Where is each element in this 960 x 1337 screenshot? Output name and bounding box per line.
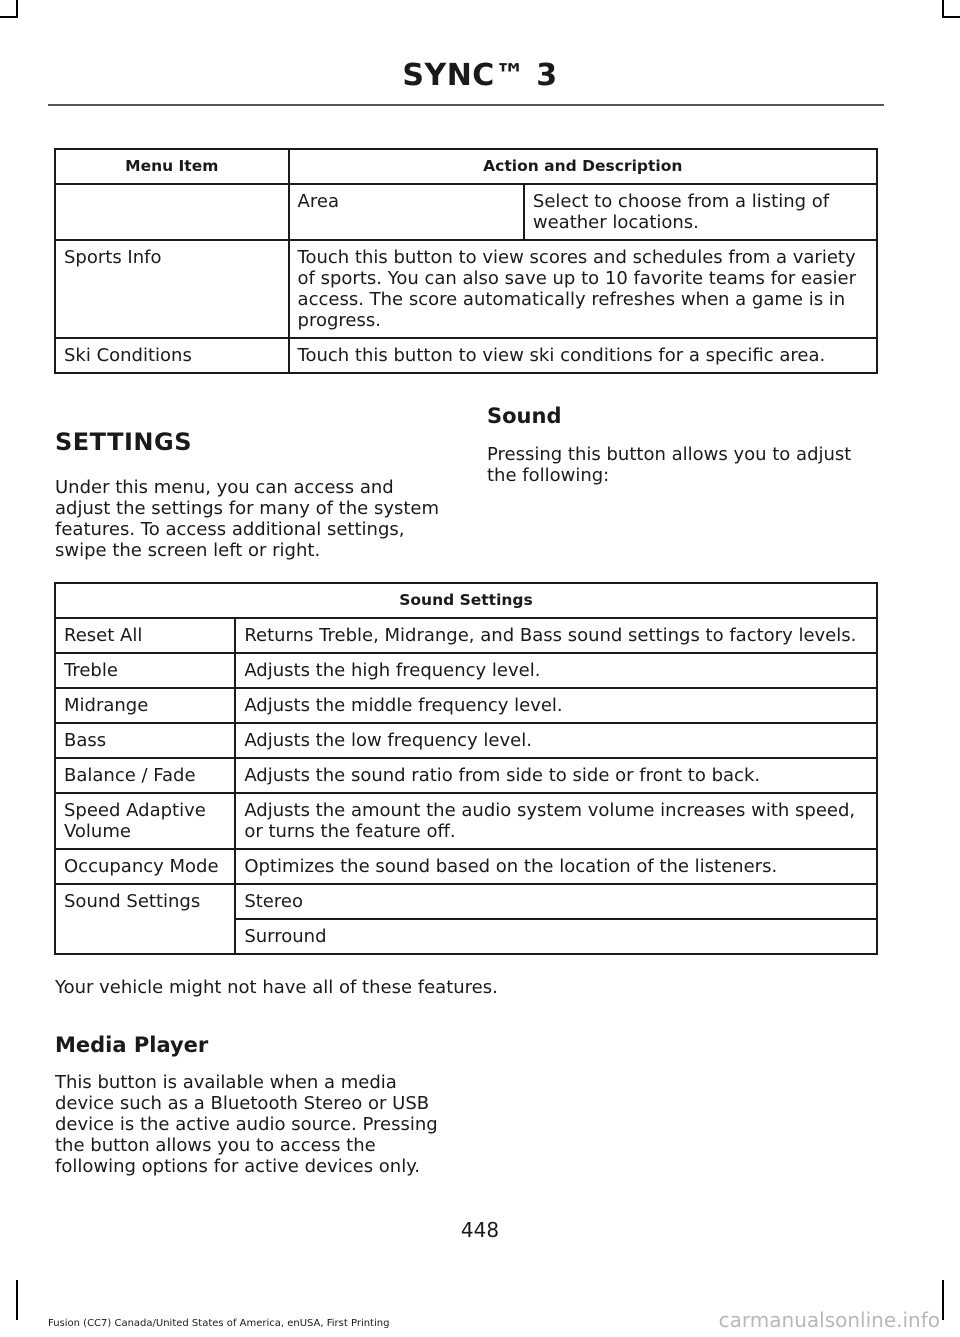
sound-text: Pressing this button allows you to adjust the following: [487,444,852,486]
setting-name-cell: Speed Adaptive Volume [55,793,235,849]
crop-mark [942,1280,944,1320]
menu-item-cell: Sports Info [55,240,289,338]
crop-mark [16,1280,18,1320]
table-row [55,793,877,849]
setting-name-cell: Treble [55,653,235,688]
setting-description-cell: Adjusts the sound ratio from side to side or front to back. [235,758,877,793]
table-row [55,338,877,373]
sound-settings-table [54,582,878,955]
column-header-menu-item: Menu Item [55,149,289,184]
setting-name-cell: Occupancy Mode [55,849,235,884]
table-header-row [55,149,877,184]
description-cell: Select to choose from a listing of weather locations. [524,184,877,240]
description-cell: Touch this button to view scores and schedules from a variety of sports. You can also save up to 10 favorite teams for easier access. The score automatically refreshes when a game is in progress. [289,240,877,338]
settings-text: Under this menu, you can access and adjust the settings for many of the system features. To access additional settings, swipe the screen left or right. [55,477,440,561]
setting-description-cell: Adjusts the middle frequency level. [235,688,877,723]
table-row [55,723,877,758]
menu-item-cell: Ski Conditions [55,338,289,373]
page-number: 448 [460,1218,500,1242]
setting-name-cell: Sound Settings [55,884,235,954]
crop-mark [0,16,18,18]
table-row [55,884,877,919]
settings-heading: SETTINGS [55,428,192,456]
menu-item-cell [55,184,289,240]
sound-heading: Sound [487,404,562,428]
setting-description-cell: Adjusts the amount the audio system volume increases with speed, or turns the feature off. [235,793,877,849]
setting-description-cell: Stereo [235,884,877,919]
availability-note: Your vehicle might not have all of these features. [55,977,498,998]
table-row [55,849,877,884]
setting-description-cell: Adjusts the low frequency level. [235,723,877,758]
column-header-action: Action and Description [289,149,877,184]
table-row [55,653,877,688]
setting-description-cell: Returns Treble, Midrange, and Bass sound settings to factory levels. [235,618,877,653]
media-player-text: This button is available when a media device such as a Bluetooth Stereo or USB device is the active audio source. Pressing the button allows you to access the following options for active devices only. [55,1072,438,1177]
description-cell: Touch this button to view ski conditions for a specific area. [289,338,877,373]
menu-item-table [54,148,878,374]
table-row [55,618,877,653]
setting-description-cell: Surround [235,919,877,954]
setting-name-cell: Bass [55,723,235,758]
table-header-row [55,583,877,618]
setting-name-cell: Midrange [55,688,235,723]
table-row [55,184,877,240]
crop-mark [942,16,960,18]
setting-description-cell: Adjusts the high frequency level. [235,653,877,688]
sub-item-cell: Area [289,184,524,240]
setting-name-cell: Reset All [55,618,235,653]
table-row [55,758,877,793]
sound-table-title: Sound Settings [55,583,877,618]
header-divider [48,104,884,106]
watermark: carmanualsonline.info [718,1308,940,1332]
setting-name-cell: Balance / Fade [55,758,235,793]
setting-description-cell: Optimizes the sound based on the location of the listeners. [235,849,877,884]
page-title: SYNC™ 3 [402,58,558,93]
media-player-heading: Media Player [55,1033,209,1057]
footer-text: Fusion (CC7) Canada/United States of America, enUSA, First Printing [48,1318,390,1329]
table-row [55,688,877,723]
table-row [55,240,877,338]
